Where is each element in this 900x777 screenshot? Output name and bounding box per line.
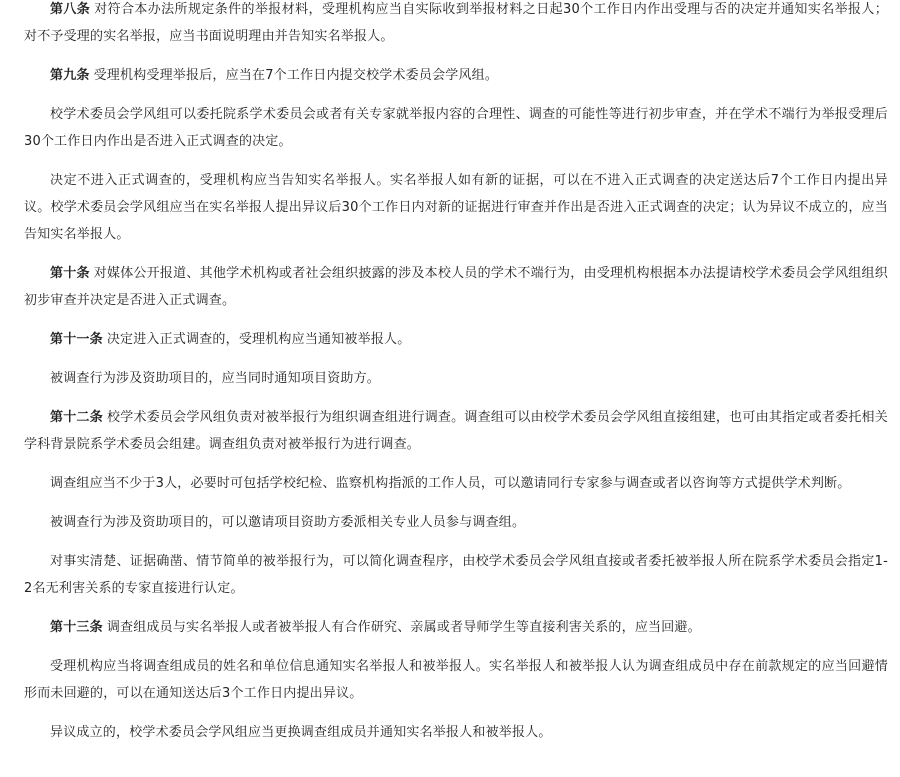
paragraph-article-13	[24, 614, 888, 641]
paragraph	[24, 719, 888, 746]
paragraph-text: 调查组应当不少于3人，必要时可包括学校纪检、监察机构指派的工作人员，可以邀请同行专家参与调查或者以咨询等方式提供学术判断。	[50, 476, 851, 491]
paragraph-article-8	[24, 0, 888, 50]
paragraph	[24, 509, 888, 536]
paragraph-article-12	[24, 404, 888, 458]
document-body	[24, 0, 888, 758]
paragraph-text: 异议成立的，校学术委员会学风组应当更换调查组成员并通知实名举报人和被举报人。	[50, 725, 552, 740]
paragraph-text: 对事实清楚、证据确凿、情节简单的被举报行为，可以简化调查程序，由校学术委员会学风组直接或者委托被举报人所在院系学术委员会指定1-2名无利害关系的专家直接进行认定。	[24, 554, 888, 596]
paragraph-text: 决定进入正式调查的，受理机构应当通知被举报人。	[106, 332, 411, 347]
paragraph-text: 被调查行为涉及资助项目的，可以邀请项目资助方委派相关专业人员参与调查组。	[50, 515, 526, 530]
article-number: 第十三条	[50, 620, 103, 635]
article-number: 第十二条	[50, 410, 103, 425]
paragraph-article-11	[24, 326, 888, 353]
paragraph-text: 受理机构受理举报后，应当在7个工作日内提交校学术委员会学风组。	[93, 68, 499, 83]
paragraph-text: 被调查行为涉及资助项目的，应当同时通知项目资助方。	[50, 371, 381, 386]
article-number: 第八条	[50, 2, 91, 17]
paragraph	[24, 470, 888, 497]
paragraph-text: 对符合本办法所规定条件的举报材料，受理机构应当自实际收到举报材料之日起30个工作日内作出受理与否的决定并通知实名举报人；对不予受理的实名举报，应当书面说明理由并告知实名举报人。	[24, 2, 888, 44]
paragraph-text: 受理机构应当将调查组成员的姓名和单位信息通知实名举报人和被举报人。实名举报人和被举报人认为调查组成员中存在前款规定的应当回避情形而未回避的，可以在通知送达后3个工作日内提出异议。	[24, 659, 888, 701]
paragraph-text: 调查组成员与实名举报人或者被举报人有合作研究、亲属或者导师学生等直接利害关系的，应当回避。	[106, 620, 701, 635]
article-number: 第十条	[50, 266, 90, 281]
article-number: 第九条	[50, 68, 90, 83]
paragraph	[24, 548, 888, 602]
paragraph	[24, 101, 888, 155]
paragraph	[24, 653, 888, 707]
paragraph-text: 决定不进入正式调查的，受理机构应当告知实名举报人。实名举报人如有新的证据，可以在不进入正式调查的决定送达后7个工作日内提出异议。校学术委员会学风组应当在实名举报人提出异议后30个工作日内对新的证据进行审查并作出是否进入正式调查的决定；认为异议不成立的，应当告知实名举报人。	[24, 173, 888, 242]
paragraph-article-10	[24, 260, 888, 314]
paragraph	[24, 167, 888, 248]
paragraph-article-9	[24, 62, 888, 89]
paragraph-text: 校学术委员会学风组负责对被举报行为组织调查组进行调查。调查组可以由校学术委员会学风组直接组建，也可由其指定或者委托相关学科背景院系学术委员会组建。调查组负责对被举报行为进行调查。	[24, 410, 888, 452]
article-number: 第十一条	[50, 332, 103, 347]
paragraph-text: 校学术委员会学风组可以委托院系学术委员会或者有关专家就举报内容的合理性、调查的可能性等进行初步审查，并在学术不端行为举报受理后30个工作日内作出是否进入正式调查的决定。	[24, 107, 888, 149]
paragraph-text: 对媒体公开报道、其他学术机构或者社会组织披露的涉及本校人员的学术不端行为，由受理机构根据本办法提请校学术委员会学风组组织初步审查并决定是否进入正式调查。	[24, 266, 888, 308]
paragraph	[24, 365, 888, 392]
